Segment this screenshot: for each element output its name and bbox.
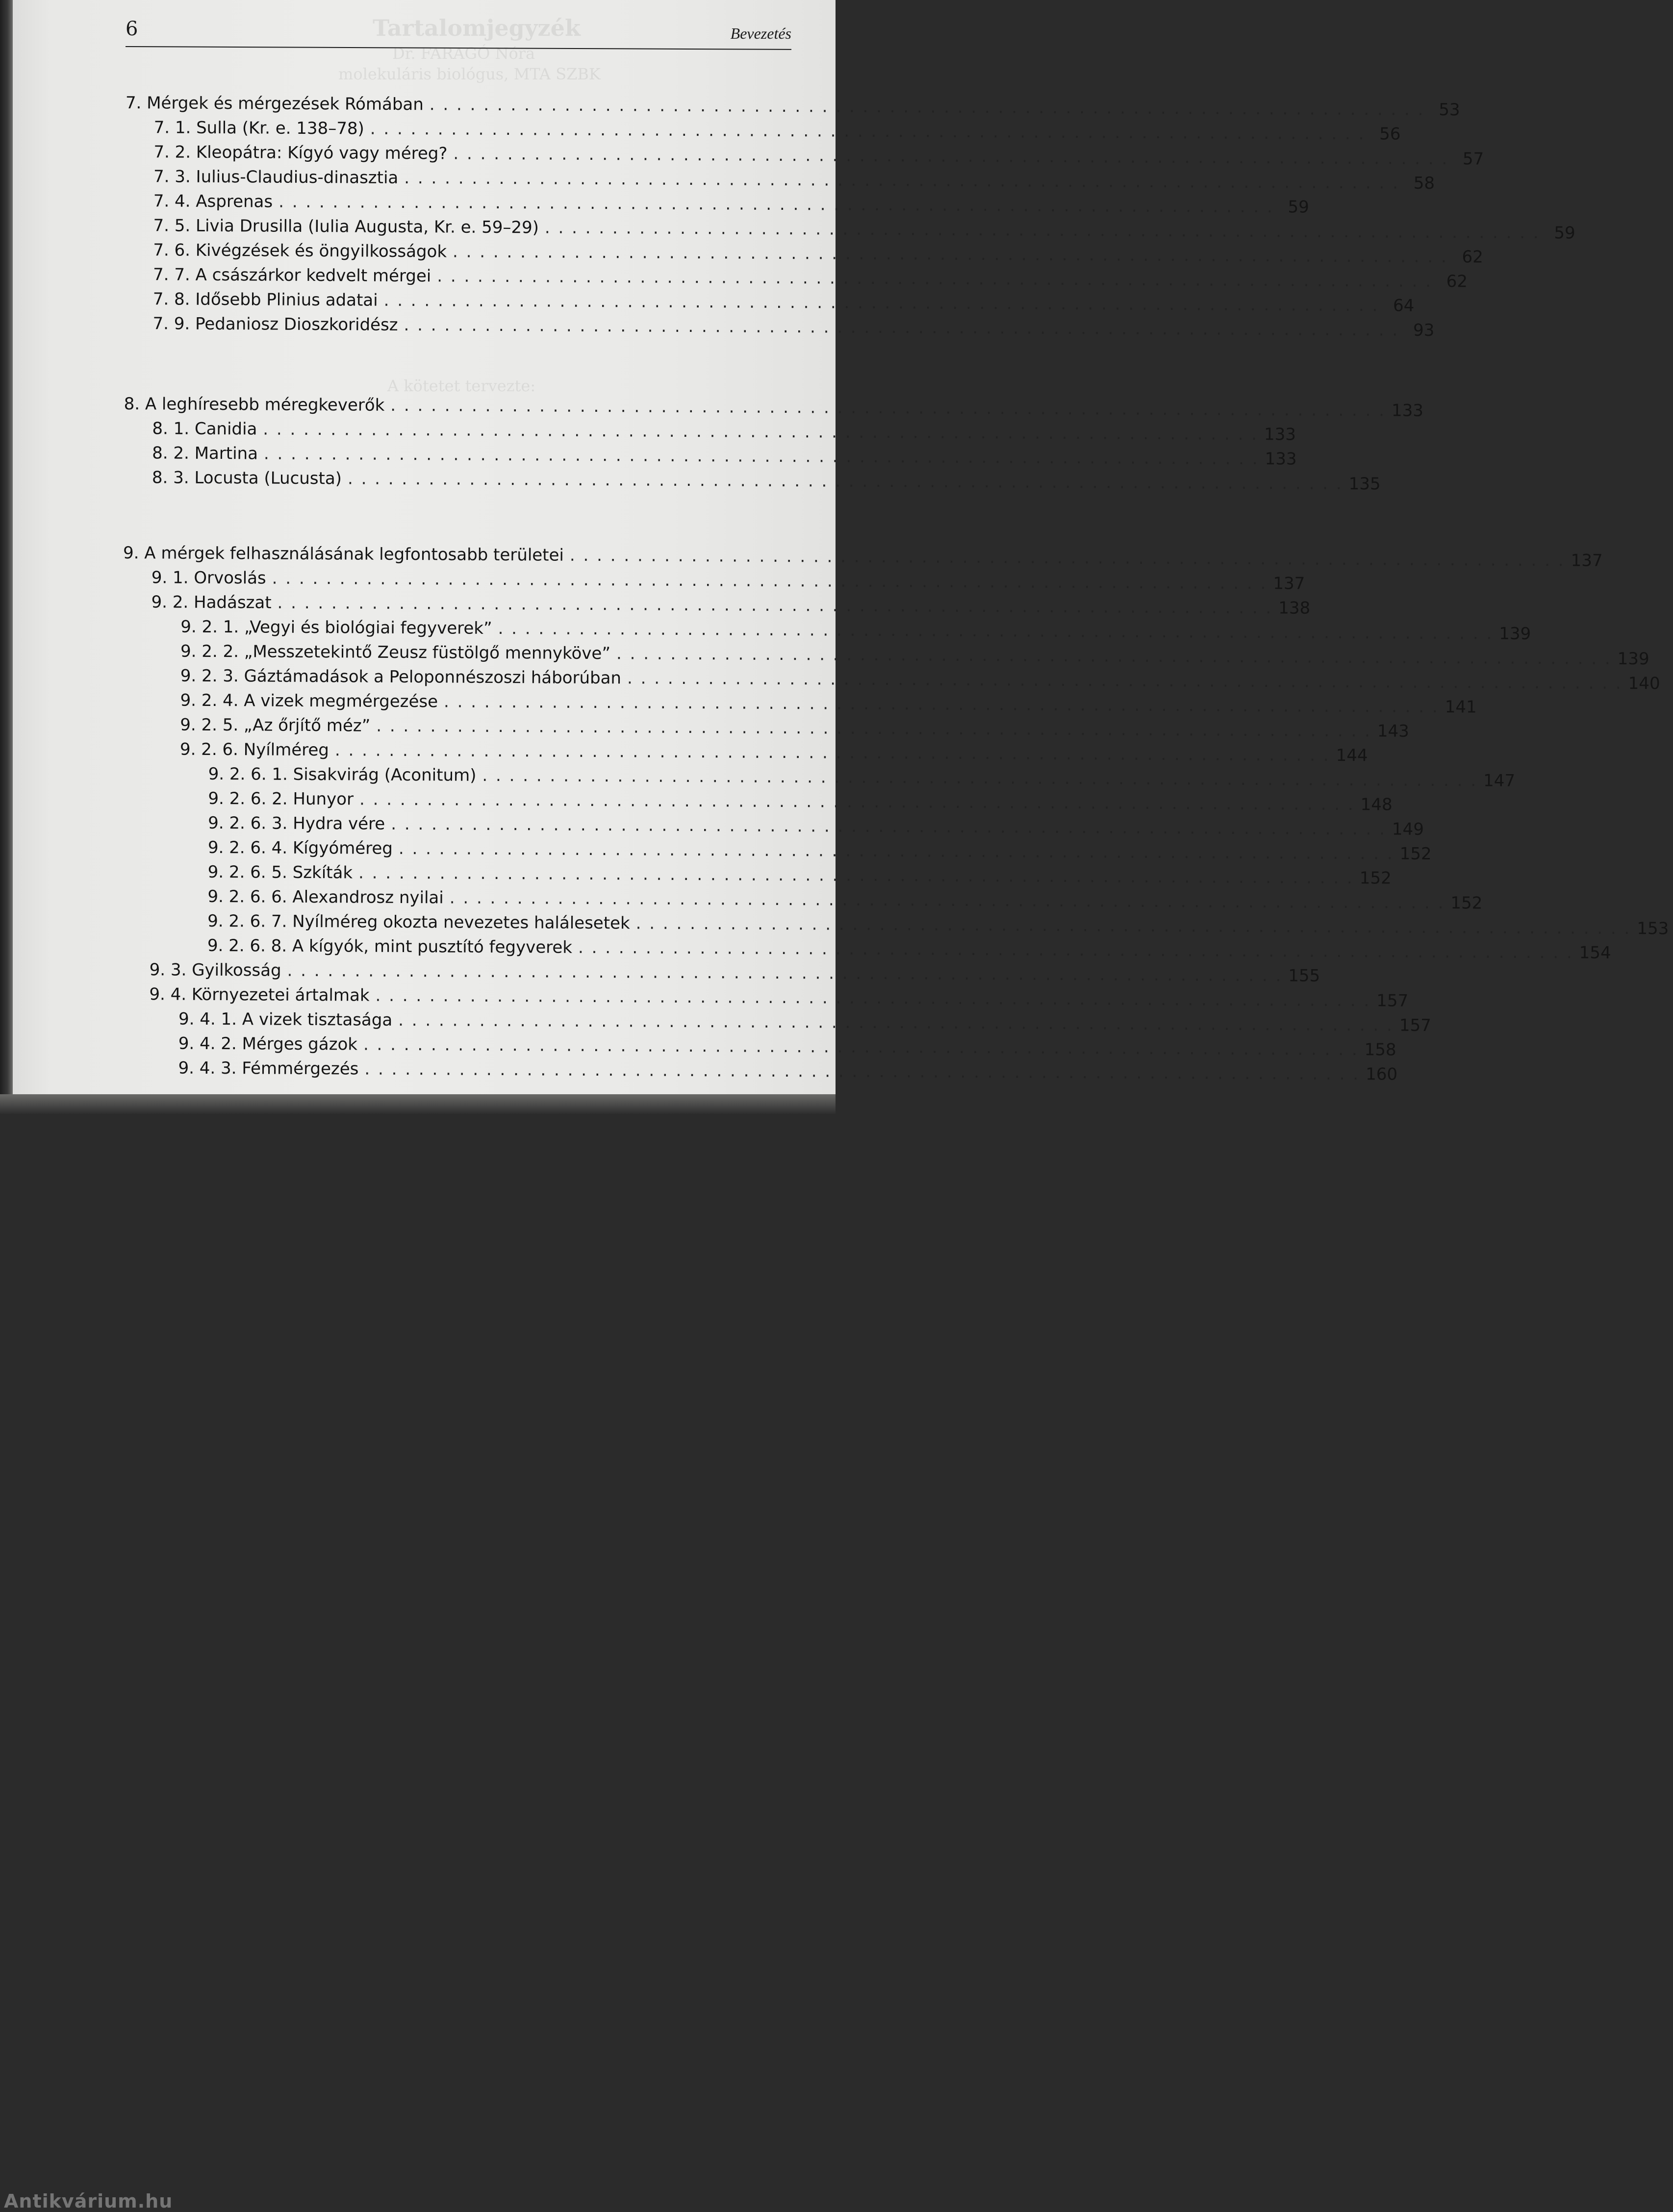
toc-leader-dots: . . . . . . . . . . . . . . . . . . . . . . . . . . . . . . . . . . . . . . . . . . . . . . . . . . . . . . . . . . . . . . . . . . . . . . . . . . [635,913,1631,939]
toc-section-8 [124,394,1424,496]
toc-entry [125,142,1484,170]
toc-entry-title: 9. A mérgek felhasználásának legfontosabb területei [123,543,564,565]
toc-entry-title: 8. 3. Locusta (Lucusta) [152,468,342,489]
toc-entry-page: 53 [1439,100,1460,120]
toc-entry [125,216,1575,244]
toc-leader-dots: . . . . . . . . . . . . . . . . . . . . . . . . . . . . . . . . . . . . . . . . . . . . . . . . . . . . . . . . . . . . . . . . . . . . . . . . . . [482,765,1478,791]
table-of-contents [120,93,1669,1084]
toc-entry-title: 9. 2. 6. 4. Kígyóméreg [207,837,393,858]
toc-entry-title: 8. 2. Martina [152,443,258,464]
toc-entry-page: 138 [1278,598,1311,618]
toc-entry-page: 59 [1288,197,1309,217]
toc-leader-dots: . . . . . . . . . . . . . . . . . . . . . . . . . . . . . . . . . . . . . . . . . . . . . . . . . . . . . . . . . . . . . . . . . . . . . . . . . . [279,192,1274,217]
toc-entry [123,641,1649,669]
toc-leader-dots: . . . . . . . . . . . . . . . . . . . . . . . . . . . . . . . . . . . . . . . . . . . . . . . . . . . . . . . . . . . . . . . . . . . . . . . . . . [578,937,1573,963]
page-number: 6 [126,18,138,40]
toc-entry-page: 160 [1366,1064,1398,1084]
toc-leader-dots: . . . . . . . . . . . . . . . . . . . . . . . . . . . . . . . . . . . . . . . . . . . . . . . . . . . . . . . . . . . . . . . . . . . . . . . . . . [334,740,1330,765]
toc-leader-dots: . . . . . . . . . . . . . . . . . . . . . . . . . . . . . . . . . . . . . . . . . . . . . . . . . . . . . . . . . . . . . . . . . . . . . . . . . . [263,444,1259,469]
toc-entry-page: 153 [1637,919,1669,939]
toc-entry-title: 9. 2. 6. Nyílméreg [179,739,330,760]
toc-entry-page: 152 [1399,844,1432,864]
toc-entry-title: 9. 2. 6. 1. Sisakvirág (Aconitum) [208,764,477,785]
toc-entry [125,191,1309,219]
toc-entry-page: 64 [1393,296,1415,316]
toc-leader-dots: . . . . . . . . . . . . . . . . . . . . . . . . . . . . . . . . . . . . . . . . . . . . . . . . . . . . . . . . . . . . . . . . . . . . . . . . . . [398,1010,1394,1035]
toc-entry-page: 57 [1462,149,1484,169]
toc-entry-page: 141 [1445,697,1477,717]
toc-entry [121,1033,1396,1061]
toc-entry-title: 9. 4. 3. Fémmérgezés [178,1058,359,1079]
toc-entry-page: 139 [1499,624,1531,644]
toc-entry-page: 137 [1273,574,1305,594]
toc-entry-page: 62 [1446,272,1468,292]
toc-entry-page: 137 [1571,551,1603,571]
toc-entry-page: 152 [1359,868,1392,888]
toc-entry-page: 140 [1628,674,1660,694]
toc-entry [122,837,1432,865]
toc-entry-title: 8. A leghíresebb méregkeverők [124,394,385,415]
toc-leader-dots: . . . . . . . . . . . . . . . . . . . . . . . . . . . . . . . . . . . . . . . . . . . . . . . . . . . . . . . . . . . . . . . . . . . . . . . . . . [544,218,1540,243]
watermark-text: Antikvárium.hu [4,2190,173,2212]
toc-entry [123,666,1660,694]
toc-entry-page: 59 [1554,223,1575,243]
toc-leader-dots: . . . . . . . . . . . . . . . . . . . . . . . . . . . . . . . . . . . . . . . . . . . . . . . . . . . . . . . . . . . . . . . . . . . . . . . . . . [449,888,1445,913]
toc-entry [120,1058,1398,1086]
toc-leader-dots: . . . . . . . . . . . . . . . . . . . . . . . . . . . . . . . . . . . . . . . . . . . . . . . . . . . . . . . . . . . . . . . . . . . . . . . . . . [363,1034,1359,1060]
toc-leader-dots: . . . . . . . . . . . . . . . . . . . . . . . . . . . . . . . . . . . . . . . . . . . . . . . . . . . . . . . . . . . . . . . . . . . . . . . . . . [358,863,1354,888]
toc-leader-dots: . . . . . . . . . . . . . . . . . . . . . . . . . . . . . . . . . . . . . . . . . . . . . . . . . . . . . . . . . . . . . . . . . . . . . . . . . . [370,119,1366,144]
toc-leader-dots: . . . . . . . . . . . . . . . . . . . . . . . . . . . . . . . . . . . . . . . . . . . . . . . . . . . . . . . . . . . . . . . . . . . . . . . . . . [627,668,1622,694]
toc-leader-dots: . . . . . . . . . . . . . . . . . . . . . . . . . . . . . . . . . . . . . . . . . . . . . . . . . . . . . . . . . . . . . . . . . . . . . . . . . . [569,545,1565,571]
toc-entry [121,1009,1431,1037]
toc-entry-title: 9. 2. 5. „Az őrjítő méz” [180,715,371,736]
toc-section-9 [120,543,1669,1086]
toc-entry-page: 154 [1579,943,1611,963]
toc-entry [125,93,1460,121]
toc-entry-title: 9. 2. 1. „Vegyi és biológiai fegyverek” [180,617,492,638]
toc-entry-title: 9. 2. 2. „Messzetekintő Zeusz füstölgő mennyköve” [180,641,611,664]
toc-entry-title: 7. 3. Iulius-Claudius-dinasztia [153,167,399,188]
bleed-through-line: Dr. FARAGÓ Nóra [392,44,535,63]
toc-entry [121,935,1611,963]
toc-leader-dots: . . . . . . . . . . . . . . . . . . . . . . . . . . . . . . . . . . . . . . . . . . . . . . . . . . . . . . . . . . . . . . . . . . . . . . . . . . [616,644,1612,669]
toc-entry [122,862,1392,890]
toc-leader-dots: . . . . . . . . . . . . . . . . . . . . . . . . . . . . . . . . . . . . . . . . . . . . . . . . . . . . . . . . . . . . . . . . . . . . . . . . . . [347,469,1343,494]
toc-entry [124,468,1381,496]
toc-entry-page: 139 [1617,649,1649,669]
toc-entry [125,240,1483,268]
toc-entry-title: 9. 2. 4. A vizek megmérgezése [180,690,438,712]
toc-leader-dots: . . . . . . . . . . . . . . . . . . . . . . . . . . . . . . . . . . . . . . . . . . . . . . . . . . . . . . . . . . . . . . . . . . . . . . . . . . [277,593,1273,618]
toc-entry [124,314,1435,342]
toc-entry-title: 7. 9. Pedaniosz Dioszkoridész [152,314,398,335]
toc-entry-title: 7. 8. Idősebb Plinius adatai [152,289,378,310]
toc-entry [124,394,1424,422]
toc-entry-page: 133 [1391,401,1424,421]
toc-leader-dots: . . . . . . . . . . . . . . . . . . . . . . . . . . . . . . . . . . . . . . . . . . . . . . . . . . . . . . . . . . . . . . . . . . . . . . . . . . [443,692,1439,717]
toc-entry [124,419,1296,447]
toc-entry-page: 56 [1379,124,1401,144]
toc-entry [124,443,1297,471]
toc-entry [122,813,1424,841]
bleed-through-line: molekuláris biológus, MTA SZBK [338,65,601,83]
toc-entry-title: 7. 2. Kleopátra: Kígyó vagy méreg? [153,142,448,164]
toc-entry-title: 9. 4. Környezetei ártalmak [149,984,370,1005]
toc-entry-page: 58 [1413,173,1435,193]
toc-leader-dots: . . . . . . . . . . . . . . . . . . . . . . . . . . . . . . . . . . . . . . . . . . . . . . . . . . . . . . . . . . . . . . . . . . . . . . . . . . [390,395,1386,421]
toc-entry-page: 152 [1450,893,1483,913]
toc-entry-page: 62 [1462,247,1483,267]
toc-entry-title: 9. 2. 6. 5. Szkíták [207,862,353,883]
toc-entry [125,118,1401,146]
toc-entry [122,739,1368,767]
toc-leader-dots: . . . . . . . . . . . . . . . . . . . . . . . . . . . . . . . . . . . . . . . . . . . . . . . . . . . . . . . . . . . . . . . . . . . . . . . . . . [383,290,1379,316]
toc-entry-page: 147 [1483,771,1516,791]
toc-entry-title: 9. 2. 3. Gáztámadások a Peloponnészoszi háborúban [180,666,622,688]
toc-entry-title: 7. 1. Sulla (Kr. e. 138–78) [153,118,364,139]
toc-entry-page: 144 [1336,745,1368,766]
toc-entry-page: 158 [1364,1040,1396,1060]
toc-entry [122,690,1477,718]
toc-entry [125,265,1468,293]
toc-leader-dots: . . . . . . . . . . . . . . . . . . . . . . . . . . . . . . . . . . . . . . . . . . . . . . . . . . . . . . . . . . . . . . . . . . . . . . . . . . [272,568,1267,594]
toc-entry [125,289,1415,317]
toc-entry-title: 7. 4. Asprenas [153,191,273,212]
running-head: Bevezetés [730,25,791,42]
toc-entry [121,984,1409,1012]
toc-entry-title: 9. 1. Orvoslás [151,568,266,588]
toc-entry-page: 143 [1377,721,1409,741]
toc-entry-page: 135 [1348,474,1381,494]
toc-entry-title: 9. 2. 6. 7. Nyílméreg okozta nevezetes halálesetek [207,911,630,933]
book-spine-shadow [0,0,13,1114]
toc-entry-page: 157 [1399,1015,1431,1035]
toc-entry-title: 9. 2. 6. 6. Alexandrosz nyilai [207,886,444,908]
toc-entry [123,568,1305,596]
toc-entry [123,592,1311,620]
toc-entry [121,911,1669,939]
toc-entry-title: 9. 3. Gyilkosság [149,960,281,980]
toc-leader-dots: . . . . . . . . . . . . . . . . . . . . . . . . . . . . . . . . . . . . . . . . . . . . . . . . . . . . . . . . . . . . . . . . . . . . . . . . . . [375,985,1371,1011]
toc-entry [122,715,1409,743]
toc-entry-title: 9. 4. 1. A vizek tisztasága [178,1009,393,1030]
toc-leader-dots: . . . . . . . . . . . . . . . . . . . . . . . . . . . . . . . . . . . . . . . . . . . . . . . . . . . . . . . . . . . . . . . . . . . . . . . . . . [287,960,1283,986]
toc-entry [122,764,1516,792]
page-bottom-shadow [0,1094,836,2212]
toc-leader-dots: . . . . . . . . . . . . . . . . . . . . . . . . . . . . . . . . . . . . . . . . . . . . . . . . . . . . . . . . . . . . . . . . . . . . . . . . . . [453,144,1449,169]
toc-leader-dots: . . . . . . . . . . . . . . . . . . . . . . . . . . . . . . . . . . . . . . . . . . . . . . . . . . . . . . . . . . . . . . . . . . . . . . . . . . [391,814,1387,839]
toc-leader-dots: . . . . . . . . . . . . . . . . . . . . . . . . . . . . . . . . . . . . . . . . . . . . . . . . . . . . . . . . . . . . . . . . . . . . . . . . . . [376,716,1372,741]
toc-entry-title: 9. 2. 6. 3. Hydra vére [208,813,385,834]
toc-leader-dots: . . . . . . . . . . . . . . . . . . . . . . . . . . . . . . . . . . . . . . . . . . . . . . . . . . . . . . . . . . . . . . . . . . . . . . . . . . [398,838,1394,864]
toc-leader-dots: . . . . . . . . . . . . . . . . . . . . . . . . . . . . . . . . . . . . . . . . . . . . . . . . . . . . . . . . . . . . . . . . . . . . . . . . . . [429,95,1425,120]
toc-entry [125,167,1435,195]
toc-entry-title: 9. 2. 6. 8. A kígyók, mint pusztító fegyverek [207,935,573,957]
toc-section-7 [124,93,1575,342]
toc-entry-page: 157 [1376,991,1409,1011]
toc-entry-title: 9. 4. 2. Mérges gázok [178,1033,358,1055]
toc-entry-title: 7. 5. Livia Drusilla (Iulia Augusta, Kr. e. 59–29) [153,216,539,238]
bleed-through-line: A kötetet tervezte: [387,377,536,395]
toc-entry-page: 133 [1265,449,1297,469]
toc-entry [122,788,1393,816]
toc-leader-dots: . . . . . . . . . . . . . . . . . . . . . . . . . . . . . . . . . . . . . . . . . . . . . . . . . . . . . . . . . . . . . . . . . . . . . . . . . . [498,618,1494,644]
toc-entry-title: 8. 1. Canidia [152,419,257,439]
toc-leader-dots: . . . . . . . . . . . . . . . . . . . . . . . . . . . . . . . . . . . . . . . . . . . . . . . . . . . . . . . . . . . . . . . . . . . . . . . . . . [364,1059,1360,1084]
toc-entry [123,617,1531,645]
bleed-through-heading: Tartalomjegyzék [373,15,581,41]
toc-entry-title: 7. 6. Kivégzések és öngyilkosságok [153,240,447,262]
toc-entry [121,886,1483,914]
page-header [126,14,791,48]
toc-entry [121,960,1320,988]
toc-leader-dots: . . . . . . . . . . . . . . . . . . . . . . . . . . . . . . . . . . . . . . . . . . . . . . . . . . . . . . . . . . . . . . . . . . . . . . . . . . [359,789,1355,815]
toc-leader-dots: . . . . . . . . . . . . . . . . . . . . . . . . . . . . . . . . . . . . . . . . . . . . . . . . . . . . . . . . . . . . . . . . . . . . . . . . . . [437,266,1433,291]
toc-entry-page: 93 [1413,320,1435,340]
toc-leader-dots: . . . . . . . . . . . . . . . . . . . . . . . . . . . . . . . . . . . . . . . . . . . . . . . . . . . . . . . . . . . . . . . . . . . . . . . . . . [404,168,1400,193]
toc-entry-page: 133 [1264,425,1296,445]
toc-entry-title: 7. 7. A császárkor kedvelt mérgei [152,265,431,286]
toc-entry-page: 149 [1392,819,1424,839]
toc-entry [123,543,1603,571]
toc-leader-dots: . . . . . . . . . . . . . . . . . . . . . . . . . . . . . . . . . . . . . . . . . . . . . . . . . . . . . . . . . . . . . . . . . . . . . . . . . . [263,419,1259,445]
toc-leader-dots: . . . . . . . . . . . . . . . . . . . . . . . . . . . . . . . . . . . . . . . . . . . . . . . . . . . . . . . . . . . . . . . . . . . . . . . . . . [452,242,1448,267]
toc-entry-title: 7. Mérgek és mérgezések Rómában [125,93,424,115]
toc-entry-page: 155 [1288,966,1320,986]
toc-entry-title: 9. 2. Hadászat [151,592,272,613]
toc-leader-dots: . . . . . . . . . . . . . . . . . . . . . . . . . . . . . . . . . . . . . . . . . . . . . . . . . . . . . . . . . . . . . . . . . . . . . . . . . . [404,315,1399,340]
toc-entry-title: 9. 2. 6. 2. Hunyor [208,788,354,809]
toc-entry-page: 148 [1360,795,1393,815]
